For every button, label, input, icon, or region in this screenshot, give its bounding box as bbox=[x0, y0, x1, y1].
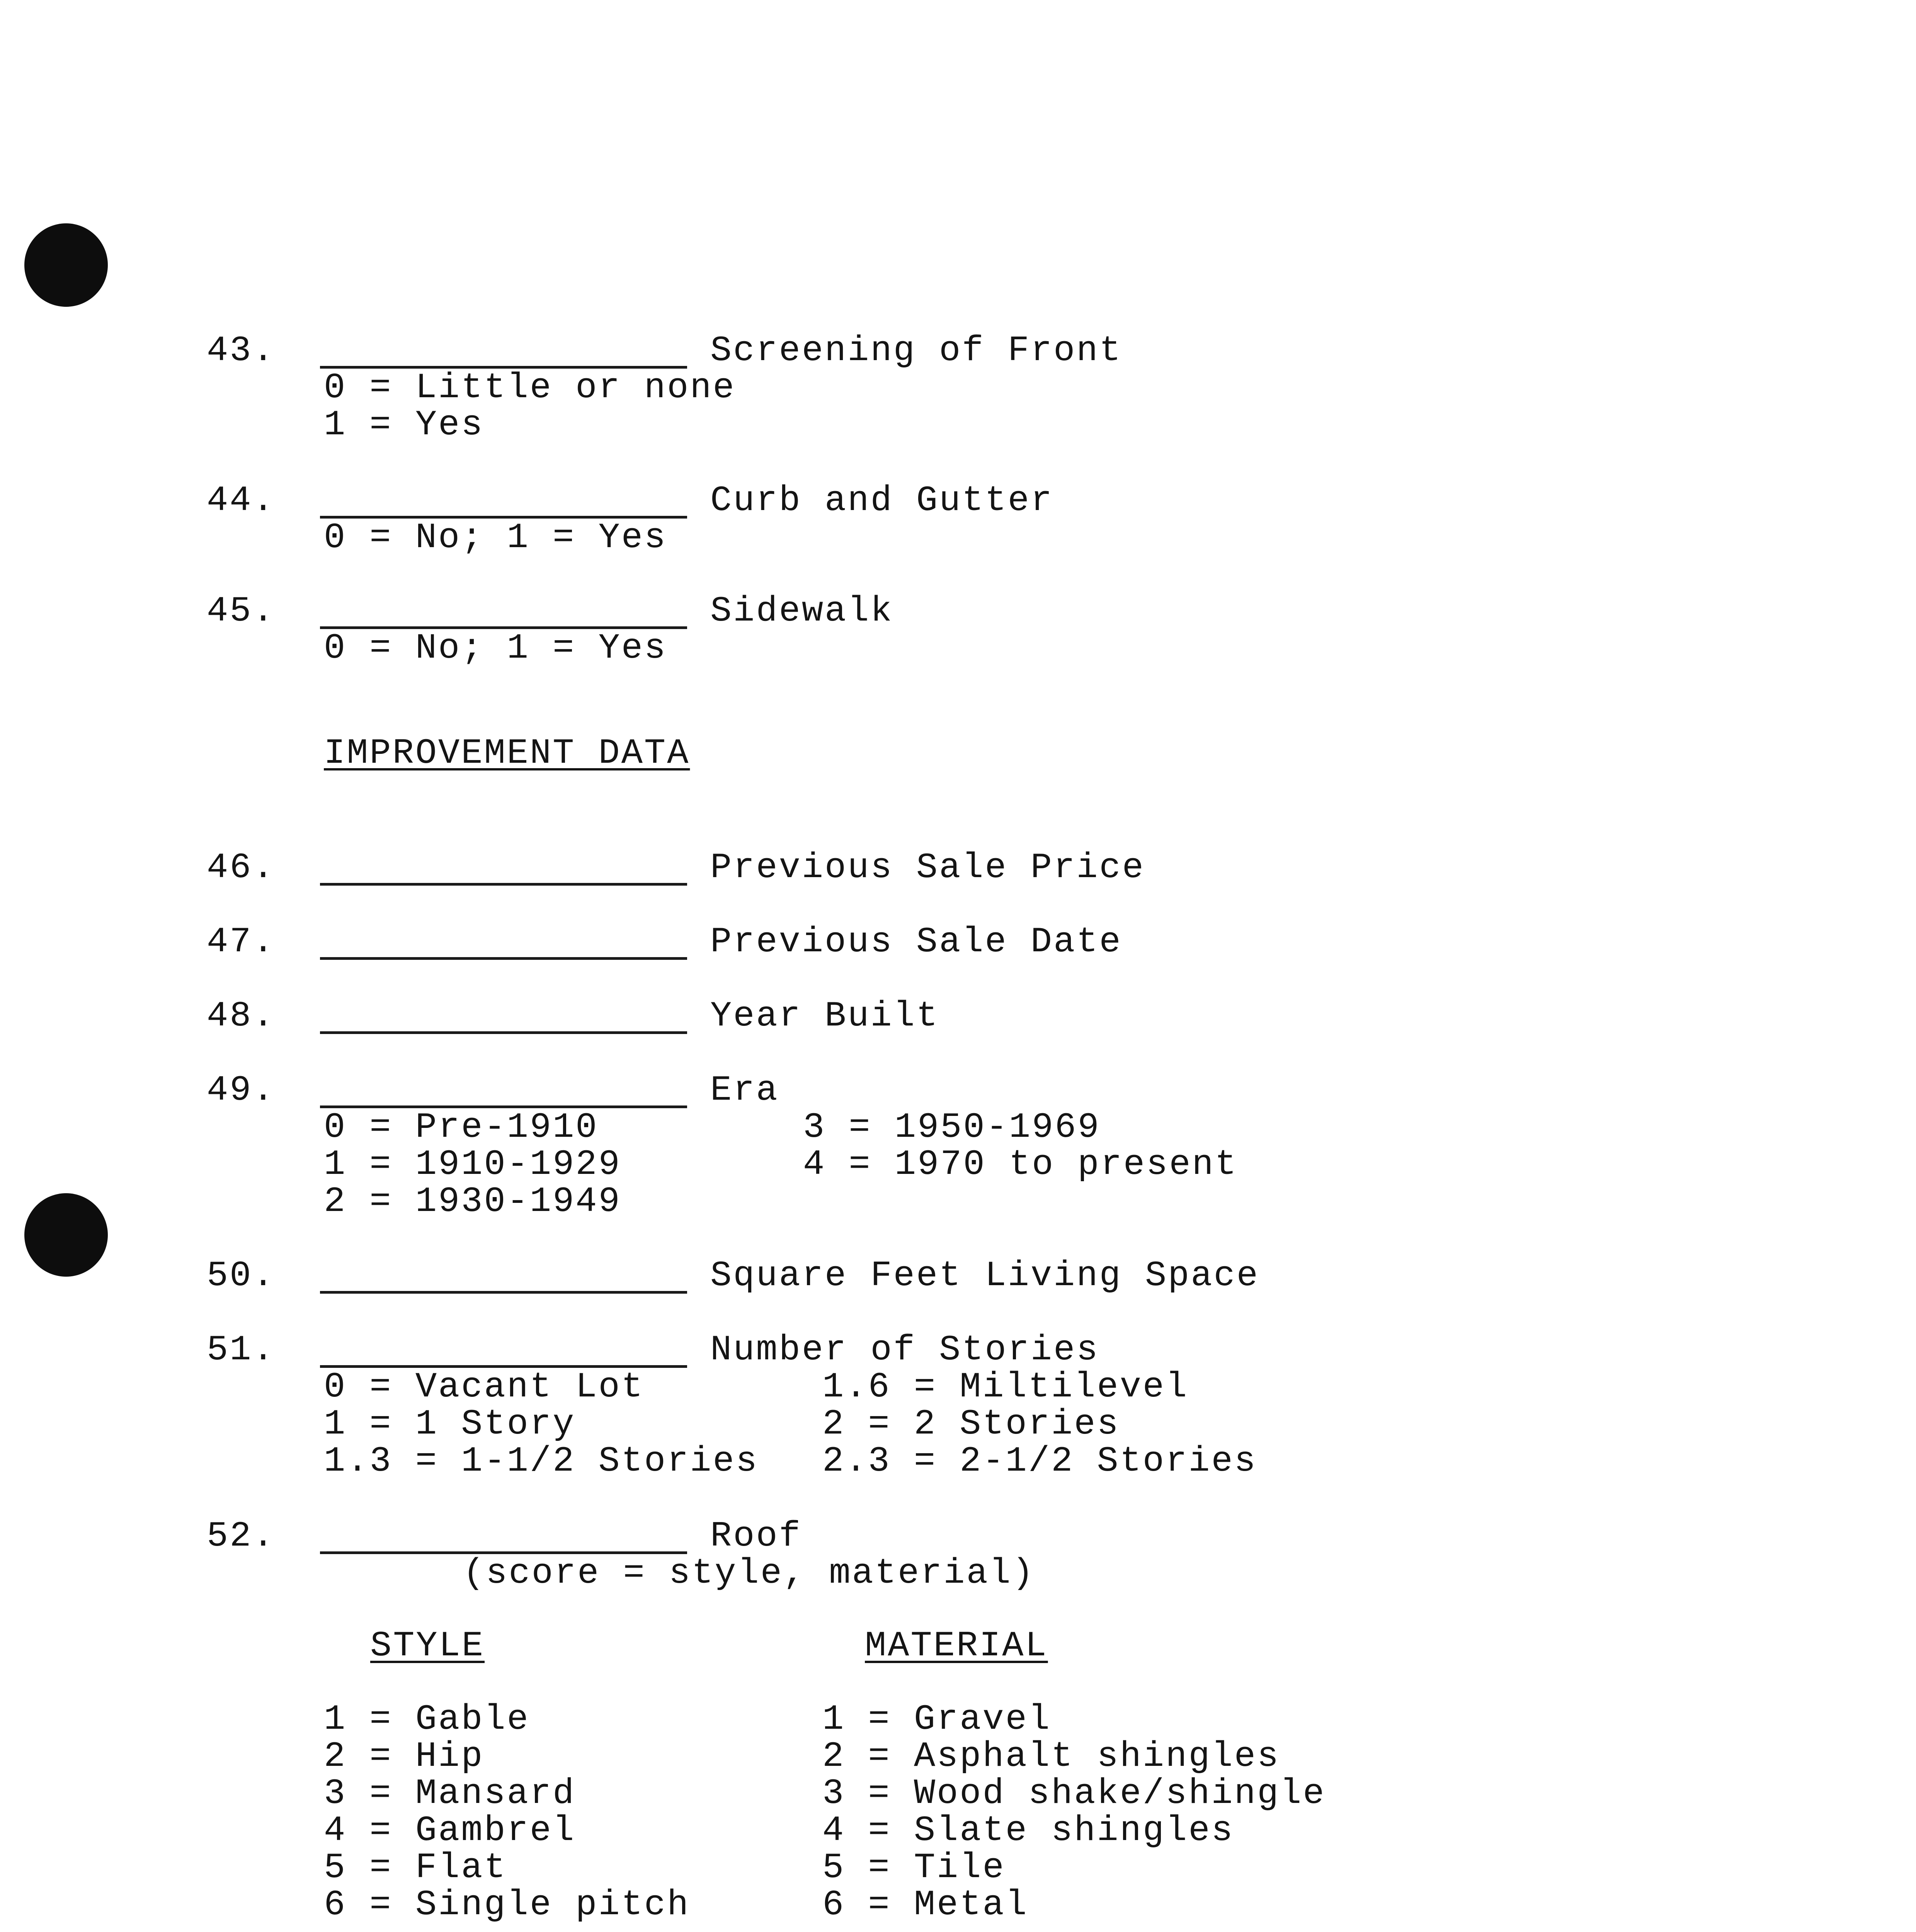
code-option: 1 = Yes bbox=[324, 405, 484, 445]
item-number: 43. bbox=[207, 330, 276, 371]
answer-blank-50[interactable] bbox=[320, 1291, 687, 1294]
code-option: 0 = No; 1 = Yes bbox=[324, 517, 667, 558]
code-option: 4 = 1970 to present bbox=[803, 1144, 1238, 1185]
roof-style-option: 4 = Gambrel bbox=[324, 1810, 576, 1851]
item-number: 52. bbox=[207, 1516, 276, 1556]
item-label: Square Feet Living Space bbox=[710, 1255, 1260, 1296]
code-option: 1 = 1910-1929 bbox=[324, 1144, 621, 1185]
roof-material-option: 4 = Slate shingles bbox=[822, 1810, 1234, 1851]
item-label: Curb and Gutter bbox=[710, 480, 1054, 521]
roof-style-option: 5 = Flat bbox=[324, 1847, 507, 1888]
roof-material-option: 5 = Tile bbox=[822, 1847, 1006, 1888]
item-number: 45. bbox=[207, 591, 276, 631]
roof-material-option: 2 = Asphalt shingles bbox=[822, 1736, 1280, 1777]
code-option: 3 = 1950-1969 bbox=[803, 1107, 1101, 1148]
code-option: 0 = Pre-1910 bbox=[324, 1107, 599, 1148]
answer-blank-48[interactable] bbox=[320, 1031, 687, 1034]
item-label: Screening of Front bbox=[710, 330, 1122, 371]
item-number: 51. bbox=[207, 1330, 276, 1370]
item-label: Sidewalk bbox=[710, 591, 893, 631]
roof-material-option: 6 = Metal bbox=[822, 1884, 1028, 1925]
section-heading: IMPROVEMENT DATA bbox=[324, 733, 690, 774]
item-label: Era bbox=[710, 1070, 779, 1111]
item-label: Number of Stories bbox=[710, 1330, 1099, 1370]
binder-hole-middle bbox=[24, 1193, 108, 1277]
item-number: 44. bbox=[207, 480, 276, 521]
item-label: Previous Sale Price bbox=[710, 847, 1145, 888]
roof-material-option: 3 = Wood shake/shingle bbox=[822, 1773, 1326, 1814]
roof-style-option: 2 = Hip bbox=[324, 1736, 484, 1777]
roof-material-option: 1 = Gravel bbox=[822, 1699, 1052, 1740]
item-number: 47. bbox=[207, 922, 276, 962]
item-number: 49. bbox=[207, 1070, 276, 1111]
item-label: Year Built bbox=[710, 996, 939, 1036]
code-option: 1 = 1 Story bbox=[324, 1404, 576, 1444]
roof-style-option: 1 = Gable bbox=[324, 1699, 530, 1740]
code-option: 2.3 = 2-1/2 Stories bbox=[822, 1441, 1257, 1481]
item-number: 46. bbox=[207, 847, 276, 888]
roof-style-option: 3 = Mansard bbox=[324, 1773, 576, 1814]
roof-style-option: 6 = Single pitch bbox=[324, 1884, 690, 1925]
answer-blank-47[interactable] bbox=[320, 957, 687, 960]
item-number: 48. bbox=[207, 996, 276, 1036]
code-option: 0 = Vacant Lot bbox=[324, 1367, 644, 1407]
code-option: 0 = No; 1 = Yes bbox=[324, 628, 667, 668]
roof-material-heading: MATERIAL bbox=[865, 1626, 1048, 1666]
roof-score-note: (score = style, material) bbox=[463, 1553, 1035, 1594]
code-option: 2 = 2 Stories bbox=[822, 1404, 1120, 1444]
item-label: Roof bbox=[710, 1516, 802, 1556]
item-number: 50. bbox=[207, 1255, 276, 1296]
item-label: Previous Sale Date bbox=[710, 922, 1122, 962]
binder-hole-top bbox=[24, 223, 108, 307]
code-option: 0 = Little or none bbox=[324, 367, 736, 408]
code-option: 2 = 1930-1949 bbox=[324, 1181, 621, 1222]
roof-style-heading: STYLE bbox=[370, 1626, 485, 1666]
answer-blank-46[interactable] bbox=[320, 883, 687, 886]
code-option: 1.6 = Miltilevel bbox=[822, 1367, 1189, 1407]
code-option: 1.3 = 1-1/2 Stories bbox=[324, 1441, 759, 1481]
